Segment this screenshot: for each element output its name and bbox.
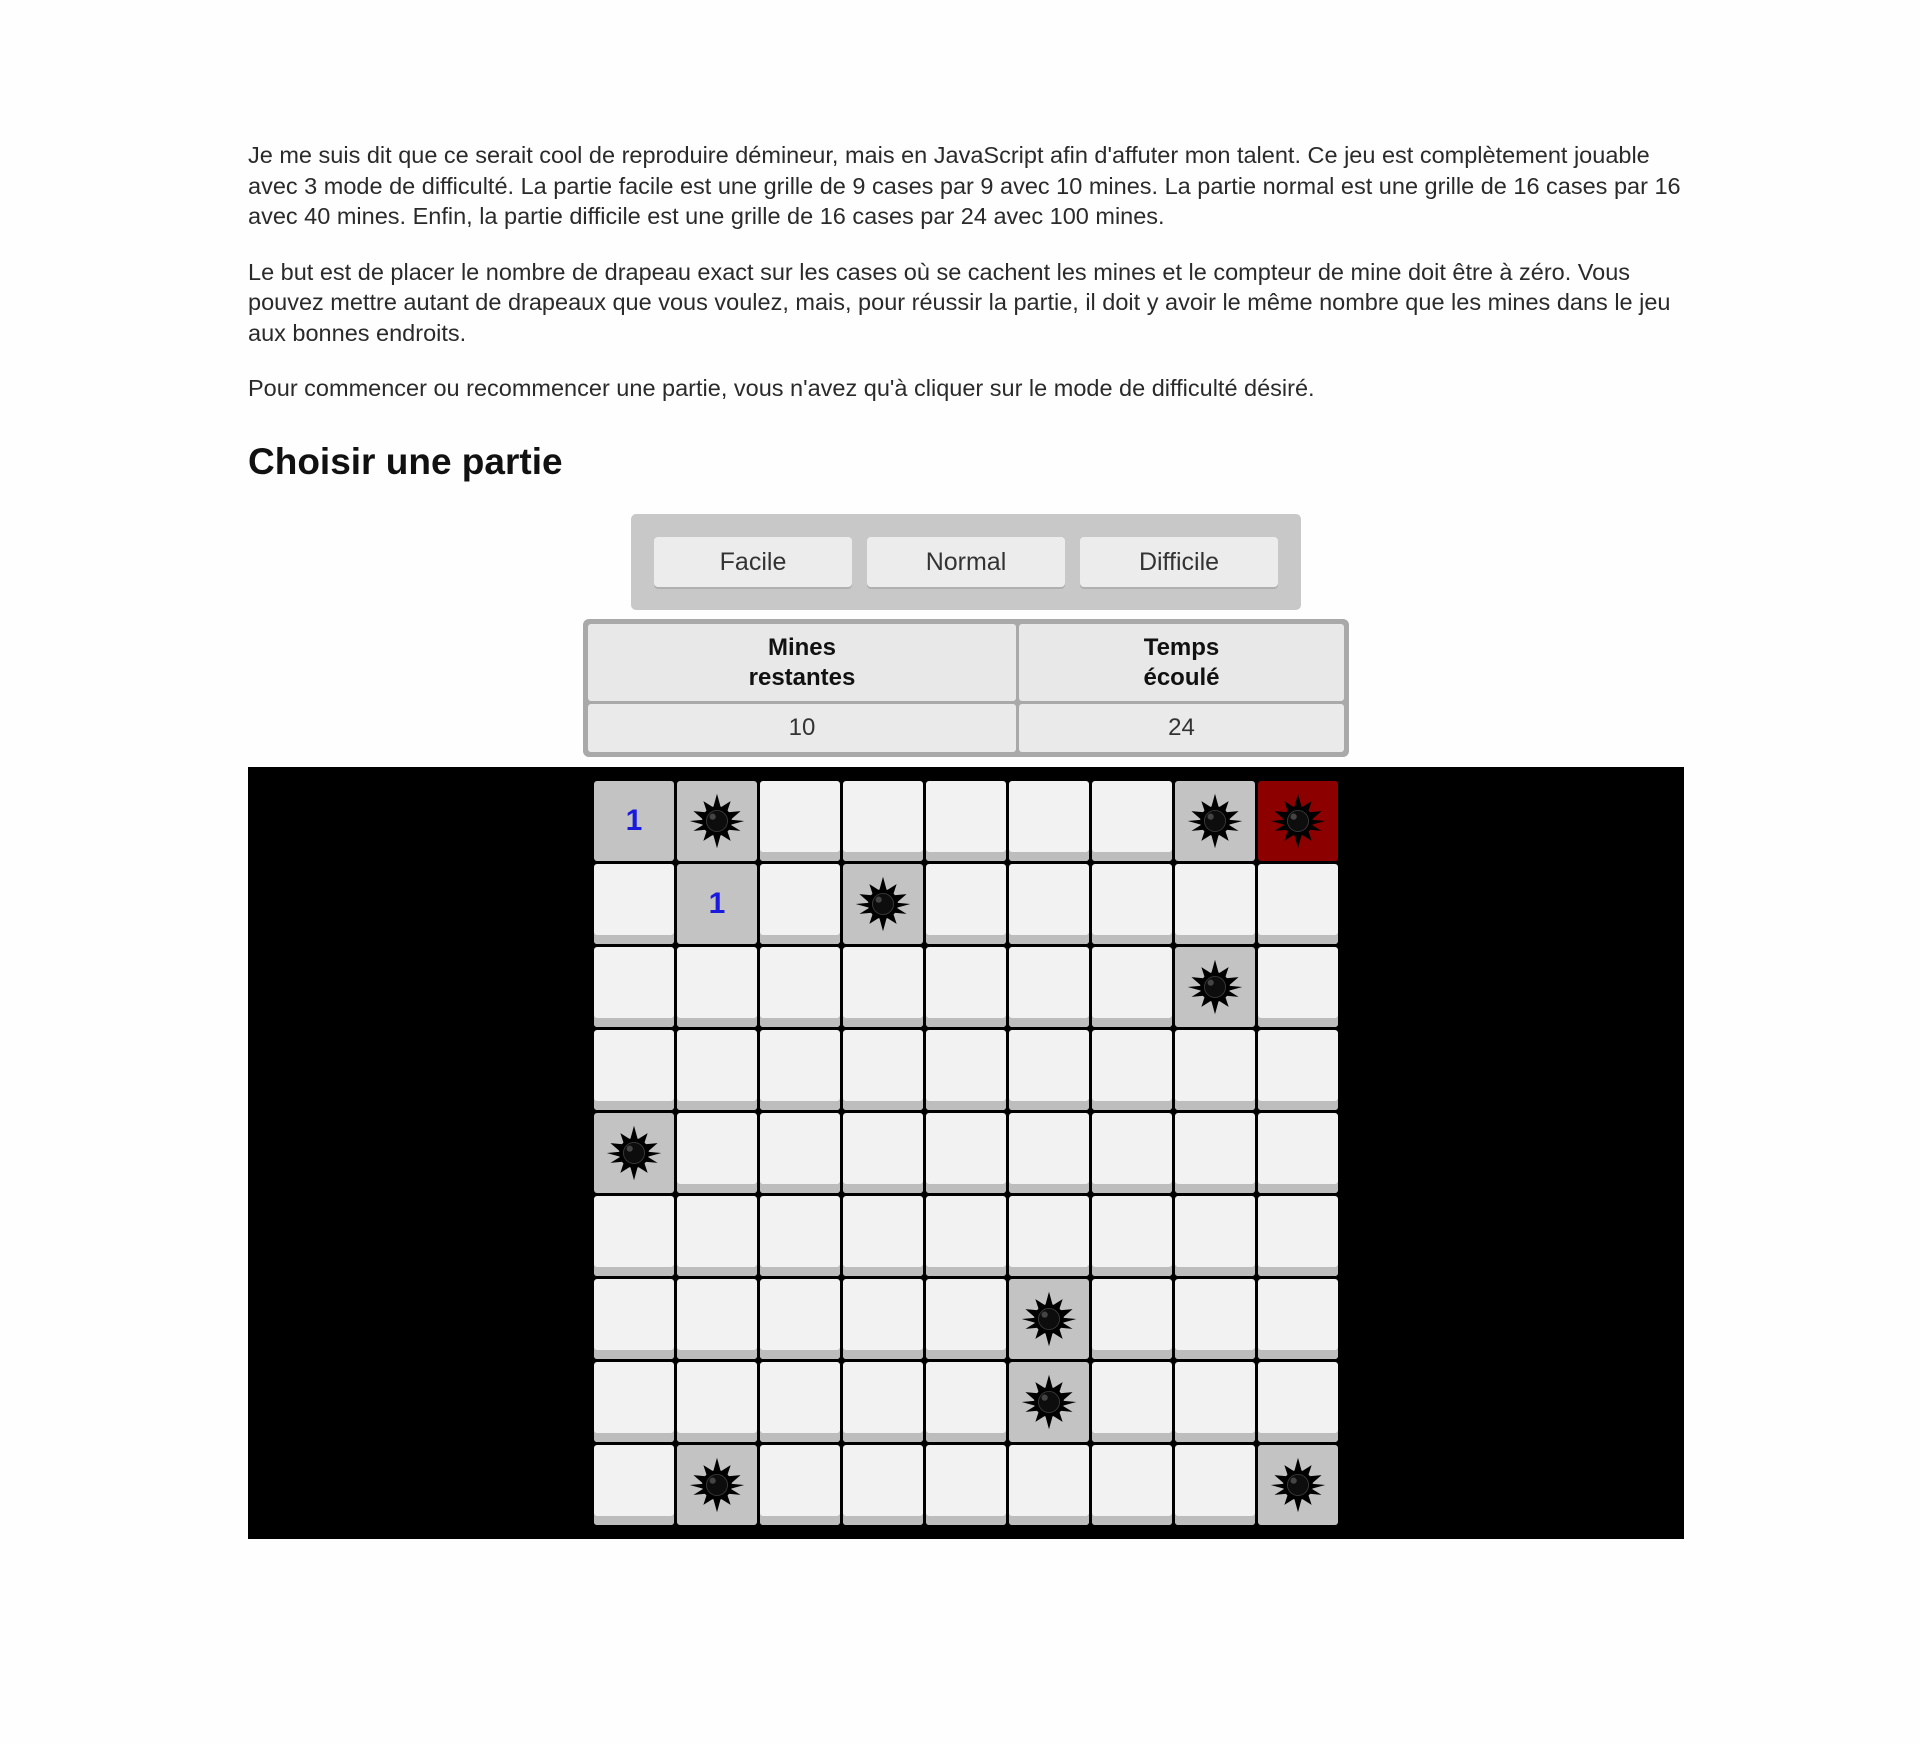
board-cell[interactable] xyxy=(843,781,923,861)
intro-paragraph-1: Je me suis dit que ce serait cool de reproduire démineur, mais en JavaScript afin d'affuter mon talent. Ce jeu est complètement jouable avec 3 mode de difficulté. La partie facile est une grille de 9 cases par 9 avec 10 mines. La partie normal est une grille de 16 cases par 16 avec 40 mines. Enfin, la partie difficile est une grille de 16 cases par 24 avec 100 mines. xyxy=(248,142,1681,229)
board-cell[interactable] xyxy=(1009,947,1089,1027)
board-cell[interactable] xyxy=(1258,947,1338,1027)
board-cell[interactable] xyxy=(760,1279,840,1359)
mines-remaining-label: Mines restantes xyxy=(588,624,1016,701)
board-cell[interactable] xyxy=(1175,1030,1255,1110)
cell-number: 1 xyxy=(708,887,726,920)
mine-icon xyxy=(1018,1371,1080,1433)
board-cell[interactable] xyxy=(677,1030,757,1110)
board-cell[interactable] xyxy=(760,781,840,861)
board-cell[interactable] xyxy=(843,1030,923,1110)
board-cell[interactable] xyxy=(1175,1362,1255,1442)
board-cell[interactable] xyxy=(926,947,1006,1027)
board-cell[interactable] xyxy=(926,1279,1006,1359)
board-cell[interactable] xyxy=(594,1030,674,1110)
board-cell[interactable] xyxy=(677,864,757,944)
board-cell[interactable] xyxy=(677,1279,757,1359)
minefield-grid xyxy=(594,781,1338,1525)
mine-icon xyxy=(1184,790,1246,852)
board-cell[interactable] xyxy=(1258,864,1338,944)
elapsed-time-label: Temps écoulé xyxy=(1019,624,1344,701)
main-content xyxy=(248,140,1684,920)
board-cell-exploded[interactable] xyxy=(1258,781,1338,861)
board-cell[interactable] xyxy=(1258,1030,1338,1110)
board-cell[interactable] xyxy=(1175,947,1255,1027)
board-cell[interactable] xyxy=(926,1030,1006,1110)
board-cell[interactable] xyxy=(594,1279,674,1359)
board-cell[interactable] xyxy=(1175,864,1255,944)
board-cell[interactable] xyxy=(594,1445,674,1525)
board-cell[interactable] xyxy=(594,1113,674,1193)
board-cell[interactable] xyxy=(843,864,923,944)
board-cell[interactable] xyxy=(843,1196,923,1276)
board-cell[interactable] xyxy=(760,1445,840,1525)
board-cell[interactable] xyxy=(1092,864,1172,944)
board-cell[interactable] xyxy=(1092,781,1172,861)
board-cell[interactable] xyxy=(1175,1113,1255,1193)
board-cell[interactable] xyxy=(1092,1113,1172,1193)
easy-button[interactable]: Facile xyxy=(654,537,852,587)
mine-icon xyxy=(852,873,914,935)
board-cell[interactable] xyxy=(1009,1196,1089,1276)
board-cell[interactable] xyxy=(594,781,674,861)
board-cell[interactable] xyxy=(1258,1445,1338,1525)
board-cell[interactable] xyxy=(760,1030,840,1110)
board-cell[interactable] xyxy=(926,781,1006,861)
board-cell[interactable] xyxy=(926,1445,1006,1525)
board-cell[interactable] xyxy=(926,864,1006,944)
mine-icon xyxy=(1184,956,1246,1018)
board-cell[interactable] xyxy=(1092,947,1172,1027)
board-cell[interactable] xyxy=(926,1196,1006,1276)
board-cell[interactable] xyxy=(843,1362,923,1442)
board-cell[interactable] xyxy=(677,1196,757,1276)
board-cell[interactable] xyxy=(1258,1362,1338,1442)
board-cell[interactable] xyxy=(1009,1362,1089,1442)
board-cell[interactable] xyxy=(677,947,757,1027)
board-cell[interactable] xyxy=(1009,781,1089,861)
board-cell[interactable] xyxy=(1258,1279,1338,1359)
board-cell[interactable] xyxy=(1175,1196,1255,1276)
board-cell[interactable] xyxy=(677,1113,757,1193)
mine-icon xyxy=(1018,1288,1080,1350)
board-cell[interactable] xyxy=(760,1362,840,1442)
mine-icon xyxy=(1267,1454,1329,1516)
board-cell[interactable] xyxy=(1175,1445,1255,1525)
board-cell[interactable] xyxy=(677,781,757,861)
board-cell[interactable] xyxy=(1009,1030,1089,1110)
mine-icon xyxy=(686,1454,748,1516)
board-cell[interactable] xyxy=(1258,1113,1338,1193)
board-cell[interactable] xyxy=(677,1445,757,1525)
intro-paragraph-2: Le but est de placer le nombre de drapeau exact sur les cases où se cachent les mines et le compteur de mine doit être à zéro. Vous pouvez mettre autant de drapeaux que vous voulez, mais, pour réussir la partie, il doit y avoir le même nombre que les mines dans le jeu aux bonnes endroits. xyxy=(248,258,1671,346)
board-cell[interactable] xyxy=(926,1113,1006,1193)
hard-button[interactable]: Difficile xyxy=(1080,537,1278,587)
board-cell[interactable] xyxy=(1009,864,1089,944)
board-cell[interactable] xyxy=(843,1279,923,1359)
board-cell[interactable] xyxy=(843,1445,923,1525)
board-cell[interactable] xyxy=(594,947,674,1027)
intro-text xyxy=(248,140,1684,404)
board-cell[interactable] xyxy=(1092,1445,1172,1525)
board-cell[interactable] xyxy=(1092,1362,1172,1442)
board-cell[interactable] xyxy=(1009,1279,1089,1359)
mine-icon xyxy=(686,790,748,852)
cell-number: 1 xyxy=(625,804,643,837)
intro-paragraph-3: Pour commencer ou recommencer une partie, vous n'avez qu'à cliquer sur le mode de difficulté désiré. xyxy=(248,375,1315,401)
mine-icon xyxy=(603,1122,665,1184)
board-cell[interactable] xyxy=(843,1113,923,1193)
mines-remaining-value: 10 xyxy=(588,704,1016,752)
board-cell[interactable] xyxy=(594,1362,674,1442)
section-title: Choisir une partie xyxy=(248,440,563,482)
board-cell[interactable] xyxy=(760,864,840,944)
elapsed-time-value: 24 xyxy=(1019,704,1344,752)
board-cell[interactable] xyxy=(1009,1445,1089,1525)
normal-button[interactable]: Normal xyxy=(867,537,1065,587)
board-cell[interactable] xyxy=(1092,1279,1172,1359)
board-cell[interactable] xyxy=(594,864,674,944)
board-cell[interactable] xyxy=(843,947,923,1027)
board-cell[interactable] xyxy=(760,947,840,1027)
board-cell[interactable] xyxy=(760,1196,840,1276)
board-cell[interactable] xyxy=(1092,1030,1172,1110)
board-cell[interactable] xyxy=(677,1362,757,1442)
board-cell[interactable] xyxy=(1009,1113,1089,1193)
stats-panel xyxy=(583,619,1349,757)
game-board xyxy=(248,767,1684,1539)
difficulty-bar xyxy=(631,514,1301,610)
board-cell[interactable] xyxy=(926,1362,1006,1442)
board-cell[interactable] xyxy=(1175,1279,1255,1359)
board-cell[interactable] xyxy=(760,1113,840,1193)
board-cell[interactable] xyxy=(1092,1196,1172,1276)
mine-icon xyxy=(1267,790,1329,852)
board-cell[interactable] xyxy=(1175,781,1255,861)
board-cell[interactable] xyxy=(1258,1196,1338,1276)
board-cell[interactable] xyxy=(594,1196,674,1276)
